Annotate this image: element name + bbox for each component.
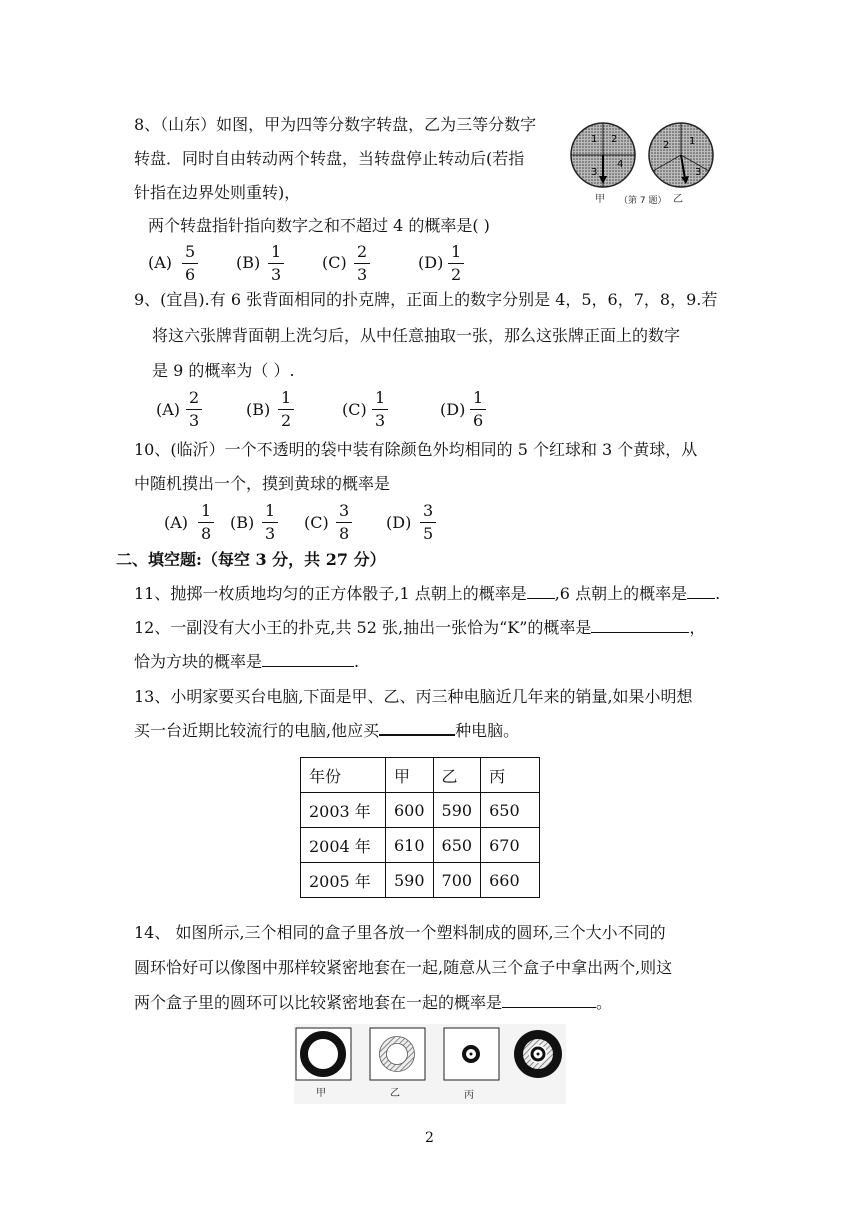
q8-option-a-label: (A) bbox=[148, 253, 173, 272]
table-cell: 670 bbox=[481, 828, 540, 863]
q8-line-3: 针指在边界处则重转)， bbox=[134, 183, 301, 202]
q8-line-1: 8、（山东）如图，甲为四等分数字转盘，乙为三等分数字 bbox=[134, 115, 537, 134]
q10-line-2: 中随机摸出一个，摸到黄球的概率是 bbox=[134, 474, 391, 493]
q14-line-3: 两个盒子里的圆环可以比较紧密地套在一起的概率是 。 bbox=[134, 993, 613, 1012]
sales-table bbox=[300, 757, 540, 898]
q10-option-b-label: (B) bbox=[230, 513, 255, 532]
rings-figure bbox=[294, 1024, 566, 1104]
table-cell: 650 bbox=[433, 828, 481, 863]
q10-line-1: 10、(临沂）一个不透明的袋中装有除颜色外均相同的 5 个红球和 3 个黄球，从 bbox=[134, 440, 698, 459]
svg-text:3: 3 bbox=[695, 167, 702, 178]
q9-line-2: 将这六张牌背面朝上洗匀后，从中任意抽取一张，那么这张牌正面上的数字 bbox=[152, 326, 681, 345]
table-cell: 590 bbox=[433, 793, 481, 828]
q8-line-2: 转盘．同时自由转动两个转盘，当转盘停止转动后(若指 bbox=[134, 149, 525, 168]
table-cell: 610 bbox=[386, 828, 434, 863]
q8-option-b-label: (B) bbox=[236, 253, 261, 272]
spinner-left bbox=[571, 123, 635, 187]
q9-option-a-fraction: $\frac{2}{3}$ bbox=[186, 389, 202, 429]
q8-option-a-fraction: $\frac{5}{6}$ bbox=[182, 243, 198, 283]
q9-option-c-fraction: $\frac{1}{3}$ bbox=[372, 389, 388, 429]
table-header-cell: 年份 bbox=[301, 758, 386, 793]
svg-text:3: 3 bbox=[591, 167, 598, 178]
table-cell: 2004 年 bbox=[301, 828, 386, 863]
svg-text:1: 1 bbox=[591, 134, 598, 145]
q10-option-d-fraction: $\frac{3}{5}$ bbox=[420, 502, 436, 542]
spinner-right-label: 乙 bbox=[673, 194, 683, 205]
table-header-row bbox=[301, 758, 540, 793]
table-row bbox=[301, 793, 540, 828]
table-header-cell: 乙 bbox=[433, 758, 481, 793]
q11-blank-2 bbox=[687, 598, 715, 599]
table-row bbox=[301, 828, 540, 863]
q8-line-4: 两个转盘指针指向数字之和不超过 4 的概率是( ) bbox=[148, 216, 490, 235]
table-cell: 660 bbox=[481, 863, 540, 898]
q10-option-c-fraction: $\frac{3}{8}$ bbox=[336, 502, 352, 542]
ring-label-2: 乙 bbox=[390, 1088, 400, 1099]
q10-option-d-label: (D) bbox=[386, 513, 412, 532]
table-cell: 2005 年 bbox=[301, 863, 386, 898]
svg-text:2: 2 bbox=[663, 140, 670, 151]
q8-option-c-fraction: $\frac{2}{3}$ bbox=[354, 243, 370, 283]
table-cell: 2003 年 bbox=[301, 793, 386, 828]
q8-option-d-label: (D) bbox=[418, 253, 444, 272]
q8-option-c-label: (C) bbox=[322, 253, 347, 272]
q14-blank bbox=[502, 1007, 596, 1008]
table-cell: 700 bbox=[433, 863, 481, 898]
q11-blank-1 bbox=[527, 598, 555, 599]
q9-option-d-label: (D) bbox=[440, 400, 466, 419]
q13-blank bbox=[379, 734, 455, 736]
q10-option-c-label: (C) bbox=[304, 513, 329, 532]
table-cell: 590 bbox=[386, 863, 434, 898]
table-header-cell: 丙 bbox=[481, 758, 540, 793]
q9-line-3: 是 9 的概率为（ ）. bbox=[152, 361, 295, 380]
spinner-caption: （第 7 题） bbox=[619, 196, 667, 206]
q8-option-b-fraction: $\frac{1}{3}$ bbox=[268, 243, 284, 283]
q9-option-c-label: (C) bbox=[342, 400, 367, 419]
page-number: 2 bbox=[425, 1130, 434, 1146]
ring-label-1: 甲 bbox=[316, 1088, 326, 1099]
q13-line-1: 13、小明家要买台电脑,下面是甲、乙、丙三种电脑近几年来的销量,如果小明想 bbox=[134, 687, 693, 706]
svg-text:1: 1 bbox=[689, 136, 696, 147]
section-2-title: 二、填空题:（每空 3 分，共 27 分） bbox=[116, 550, 386, 569]
ring-label-3: 丙 bbox=[464, 1090, 474, 1101]
table-cell: 650 bbox=[481, 793, 540, 828]
table-row bbox=[301, 863, 540, 898]
q9-option-b-label: (B) bbox=[246, 400, 271, 419]
table-cell: 600 bbox=[386, 793, 434, 828]
svg-text:2: 2 bbox=[611, 134, 618, 145]
spinner-right bbox=[649, 123, 713, 187]
q9-option-a-label: (A) bbox=[156, 400, 181, 419]
spinner-figure bbox=[567, 122, 717, 207]
q10-option-b-fraction: $\frac{1}{3}$ bbox=[262, 502, 278, 542]
table-header-cell: 甲 bbox=[386, 758, 434, 793]
q12-line-1: 12、一副没有大小王的扑克,共 52 张,抽出一张恰为“K”的概率是 ， bbox=[134, 618, 706, 637]
q12-blank-2 bbox=[262, 666, 354, 667]
q9-line-1: 9、(宜昌).有 6 张背面相同的扑克牌，正面上的数字分别是 4，5，6，7，8，9.若 bbox=[134, 290, 718, 309]
q10-option-a-fraction: $\frac{1}{8}$ bbox=[198, 502, 214, 542]
q11-line: 11、抛掷一枚质地均匀的正方体骰子,1 点朝上的概率是 ,6 点朝上的概率是 . bbox=[134, 584, 721, 603]
svg-text:4: 4 bbox=[617, 159, 624, 170]
q14-line-2: 圆环恰好可以像图中那样较紧密地套在一起,随意从三个盒子中拿出两个,则这 bbox=[134, 958, 673, 977]
q9-option-d-fraction: $\frac{1}{6}$ bbox=[470, 389, 486, 429]
q9-option-b-fraction: $\frac{1}{2}$ bbox=[278, 389, 294, 429]
q13-line-2: 买一台近期比较流行的电脑,他应买 种电脑。 bbox=[134, 721, 520, 740]
q14-line-1: 14、 如图所示,三个相同的盒子里各放一个塑料制成的圆环,三个大小不同的 bbox=[134, 923, 666, 942]
q12-line-2: 恰为方块的概率是 . bbox=[134, 652, 360, 671]
q12-blank-1 bbox=[591, 632, 689, 633]
spinner-left-label: 甲 bbox=[595, 194, 605, 205]
q10-option-a-label: (A) bbox=[164, 513, 189, 532]
q8-option-d-fraction: $\frac{1}{2}$ bbox=[448, 243, 464, 283]
